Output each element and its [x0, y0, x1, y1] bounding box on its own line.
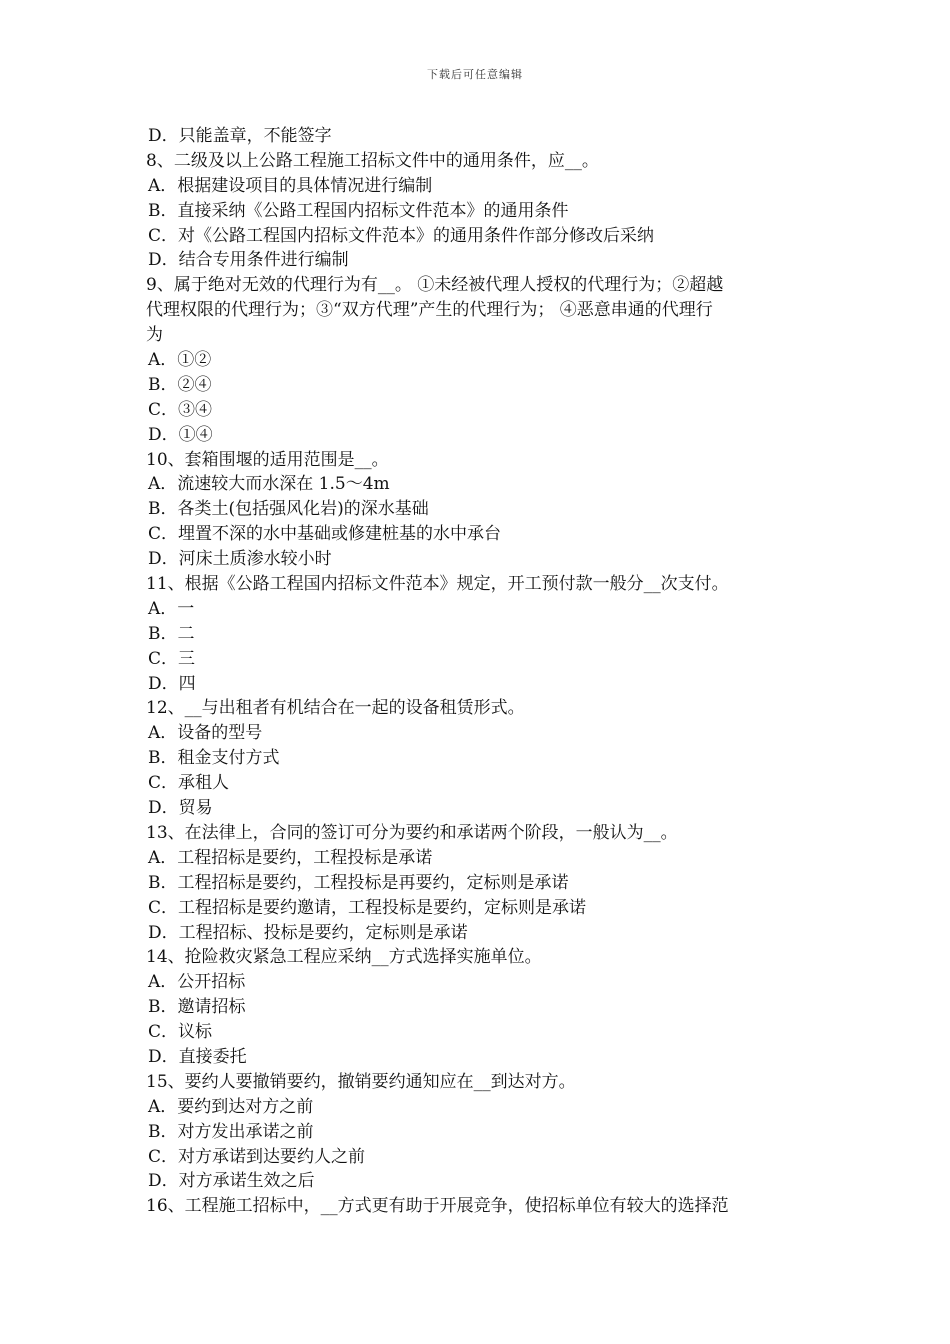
question-text-line: 14、抢险救灾紧急工程应采纳__方式选择实施单位。 — [146, 947, 542, 968]
question-text-line: 13、在法律上，合同的签订可分为要约和承诺两个阶段，一般认为__。 — [146, 822, 678, 843]
answer-option-line: C．对《公路工程国内招标文件范本》的通用条件作部分修改后采纳 — [148, 225, 655, 246]
question-text-line: 12、__与出租者有机结合在一起的设备租赁形式。 — [146, 698, 525, 719]
question-text-line: 15、要约人要撤销要约，撤销要约通知应在__到达对方。 — [146, 1071, 576, 1092]
answer-option-line: A．设备的型号 — [148, 723, 263, 744]
answer-option-line: C．承租人 — [148, 773, 230, 794]
answer-option-line: A．根据建设项目的具体情况进行编制 — [148, 175, 433, 196]
question-text-line: 代理权限的代理行为；③“双方代理”产生的代理行为； ④恶意串通的代理行 — [146, 300, 713, 321]
answer-option-line: D．对方承诺生效之后 — [148, 1171, 315, 1192]
answer-option-line: A．①② — [148, 350, 212, 371]
answer-option-line: C．三 — [148, 648, 196, 669]
answer-option-line: B．二 — [148, 623, 195, 644]
answer-option-line: D．结合专用条件进行编制 — [148, 250, 349, 271]
answer-option-line: A．要约到达对方之前 — [148, 1096, 314, 1117]
document-body — [146, 124, 810, 1219]
answer-option-line: C．埋置不深的水中基础或修建桩基的水中承台 — [148, 524, 502, 545]
answer-option-line: B．②④ — [148, 374, 212, 395]
answer-option-line: D．直接委托 — [148, 1046, 247, 1067]
answer-option-line: C．议标 — [148, 1022, 213, 1043]
answer-option-line: B．邀请招标 — [148, 997, 246, 1018]
answer-option-line: A．工程招标是要约，工程投标是承诺 — [148, 847, 433, 868]
answer-option-line: B．各类土(包括强风化岩)的深水基础 — [148, 499, 429, 520]
answer-option-line: D．四 — [148, 673, 196, 694]
question-text-line: 9、属于绝对无效的代理行为有__。 ①未经被代理人授权的代理行为；②超越 — [146, 275, 724, 296]
page-header: 下载后可任意编辑 — [427, 68, 523, 81]
answer-option-line: A．公开招标 — [148, 972, 246, 993]
answer-option-line: D．河床土质渗水较小时 — [148, 549, 332, 570]
question-text-line: 11、根据《公路工程国内招标文件范本》规定，开工预付款一般分__次支付。 — [146, 574, 729, 595]
answer-option-line: C．对方承诺到达要约人之前 — [148, 1146, 366, 1167]
question-text-line: 10、套箱围堰的适用范围是__。 — [146, 449, 389, 470]
question-text-line: 为 — [146, 325, 163, 346]
answer-option-line: D．只能盖章，不能签字 — [148, 126, 332, 146]
answer-option-line: B．租金支付方式 — [148, 748, 280, 769]
answer-option-line: D．工程招标、投标是要约，定标则是承诺 — [148, 922, 468, 943]
question-text-line: 8、二级及以上公路工程施工招标文件中的通用条件，应__。 — [146, 150, 599, 171]
answer-option-line: A．流速较大而水深在 1.5～4m — [148, 474, 390, 495]
answer-option-line: B．直接采纳《公路工程国内招标文件范本》的通用条件 — [148, 200, 569, 221]
answer-option-line: B．对方发出承诺之前 — [148, 1121, 314, 1142]
answer-option-line: D．贸易 — [148, 798, 213, 819]
answer-option-line: A．一 — [148, 598, 195, 619]
answer-option-line: C．③④ — [148, 399, 213, 420]
answer-option-line: C．工程招标是要约邀请，工程投标是要约，定标则是承诺 — [148, 897, 587, 918]
answer-option-line: D．①④ — [148, 424, 213, 445]
question-text-line: 16、工程施工招标中，__方式更有助于开展竞争，使招标单位有较大的选择范 — [146, 1196, 729, 1217]
answer-option-line: B．工程招标是要约，工程投标是再要约，定标则是承诺 — [148, 872, 569, 893]
